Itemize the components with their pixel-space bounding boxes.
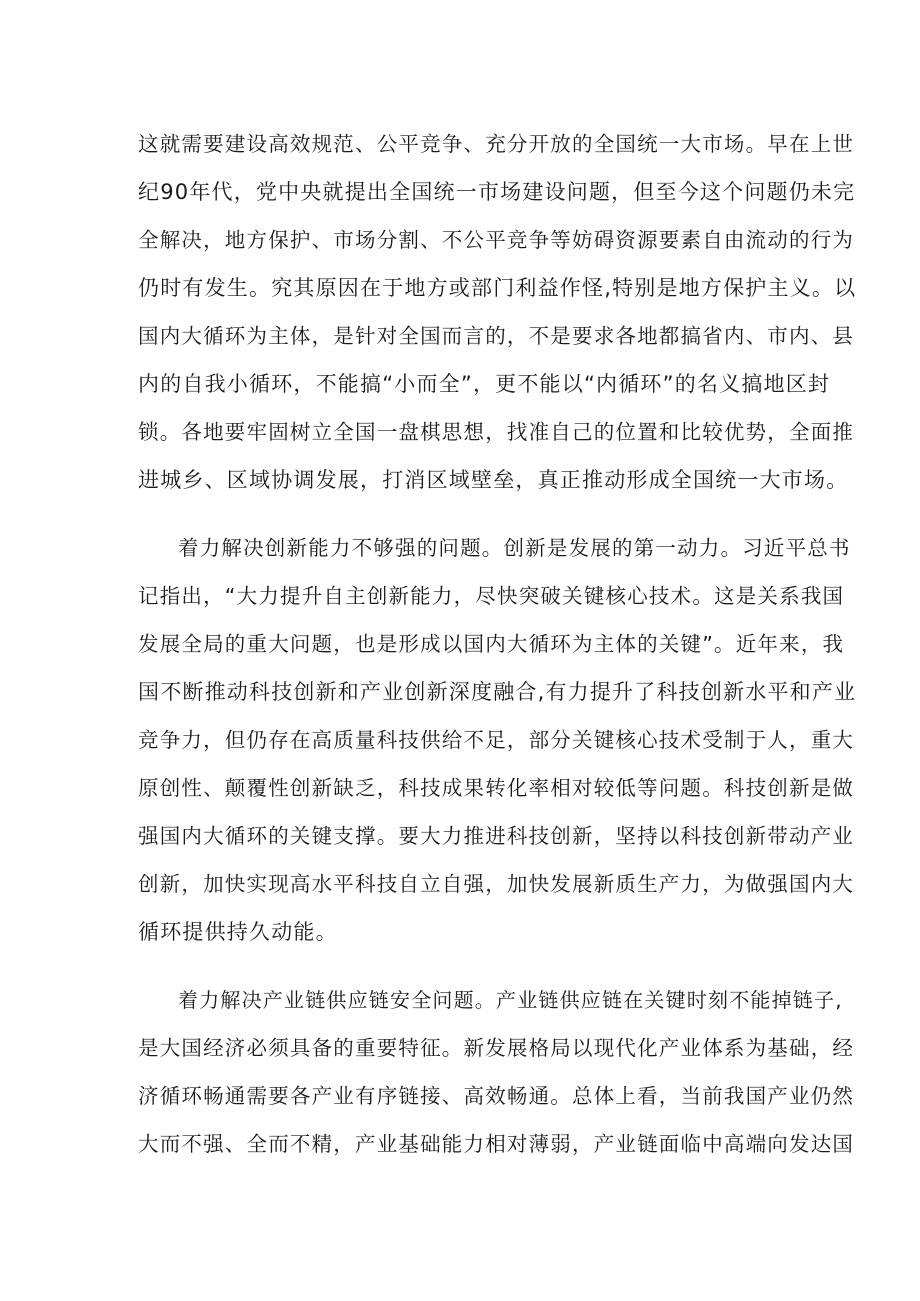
text-line: 纪90年代，党中央就提出全国统一市场建设问题，但至今这个问题仍未完 — [138, 180, 856, 204]
text-line: 这就需要建设高效规范、公平竞争、充分开放的全国统一大市场。早在上世 — [138, 132, 855, 156]
text-line: 竞争力，但仍存在高质量科技供给不足，部分关键核心技术受制于人，重大 — [138, 728, 855, 752]
text-line: 着力解决创新能力不够强的问题。创新是发展的第一动力。习近平总书 — [178, 536, 851, 560]
text-line: 进城乡、区域协调发展，打消区域壁垒，真正推动形成全国统一大市场。 — [138, 468, 849, 492]
text-line: 发展全局的重大问题，也是形成以国内大循环为主体的关键”。近年来，我 — [138, 632, 845, 656]
text-line: 国不断推动科技创新和产业创新深度融合,有力提升了科技创新水平和产业 — [138, 680, 857, 704]
text-line: 仍时有发生。究其原因在于地方或部门利益作怪,特别是地方保护主义。以 — [138, 276, 857, 300]
text-line: 内的自我小循环，不能搞“小而全”，更不能以“内循环”的名义搞地区封 — [138, 372, 831, 396]
text-line: 锁。各地要牢固树立全国一盘棋思想，找准自己的位置和比较优势，全面推 — [138, 420, 855, 444]
text-line: 全解决，地方保护、市场分割、不公平竞争等妨碍资源要素自由流动的行为 — [138, 228, 855, 252]
text-line: 强国内大循环的关键支撑。要大力推进科技创新，坚持以科技创新带动产业 — [138, 824, 855, 848]
text-line: 国内大循环为主体，是针对全国而言的，不是要求各地都搞省内、市内、县 — [138, 324, 855, 348]
text-line: 记指出，“大力提升自主创新能力，尽快突破关键核心技术。这是关系我国 — [138, 584, 845, 608]
text-line: 循环提供持久动能。 — [138, 920, 338, 944]
text-line: 济循环畅通需要各产业有序链接、高效畅通。总体上看，当前我国产业仍然 — [138, 1084, 855, 1108]
text-line: 原创性、颠覆性创新缺乏，科技成果转化率相对较低等问题。科技创新是做 — [138, 776, 855, 800]
text-line: 是大国经济必须具备的重要特征。新发展格局以现代化产业体系为基础，经 — [138, 1036, 855, 1060]
text-line: 大而不强、全而不精，产业基础能力相对薄弱，产业链面临中高端向发达国 — [138, 1132, 855, 1156]
text-line: 创新，加快实现高水平科技自立自强，加快发展新质生产力，为做强国内大 — [138, 872, 855, 896]
text-line: 着力解决产业链供应链安全问题。产业链供应链在关键时刻不能掉链子, — [178, 988, 843, 1012]
